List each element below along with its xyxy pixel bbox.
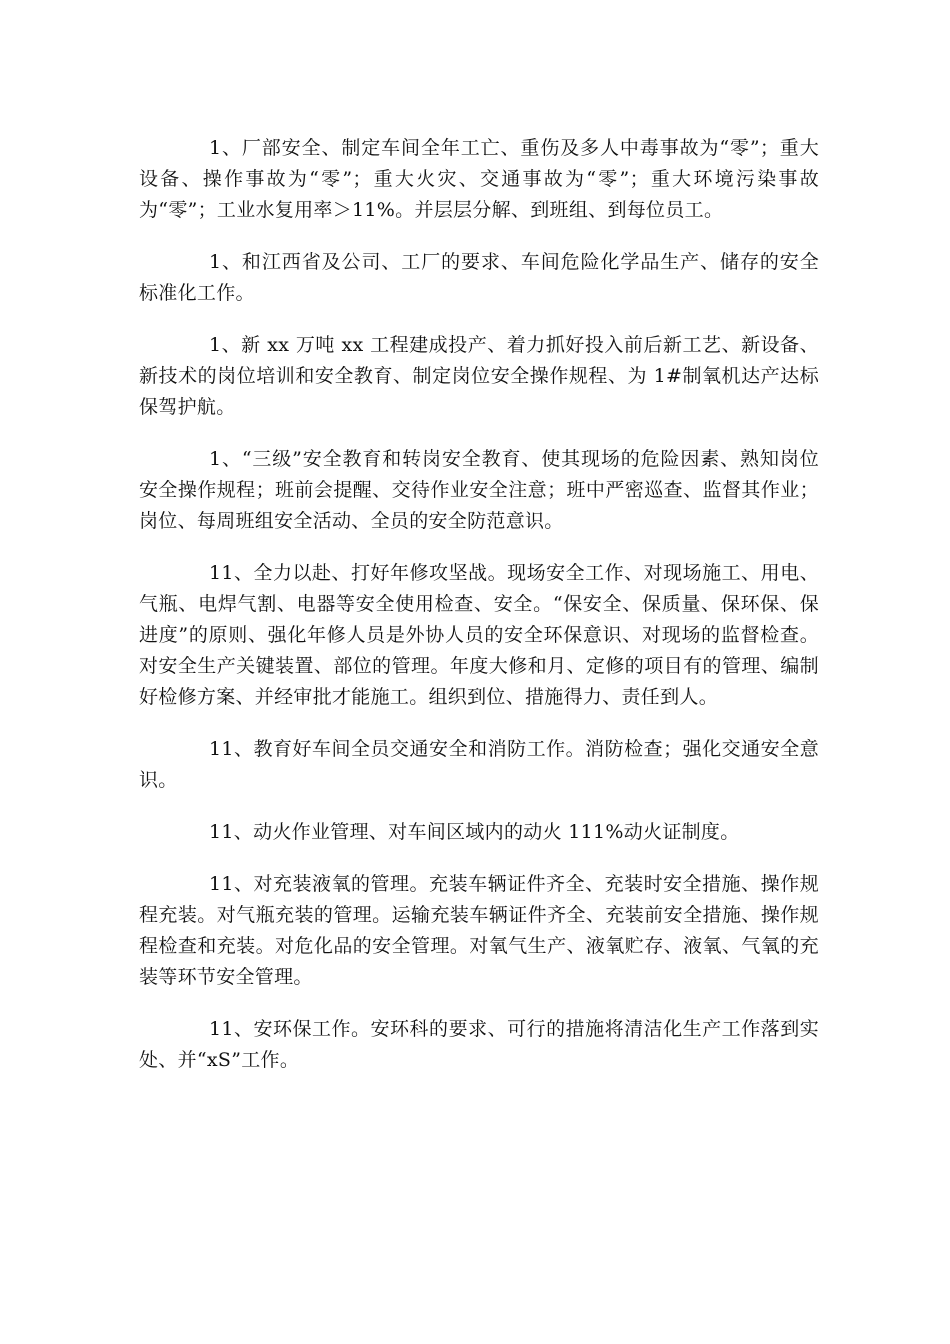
paragraph-5: 11、全力以赴、打好年修攻坚战。现场安全工作、对现场施工、用电、气瓶、电焊气割、电器等安全使用检查、安全。“保安全、保质量、保环保、保进度”的原则、强化年修人员是外协人员的安全环保意识、对现场的监督检查。对安全生产关键装置、部位的管理。年度大修和月、定修的项目有的管理、编制好检修方案、并经审批才能施工。组织到位、措施得力、责任到人。 <box>139 562 819 708</box>
paragraph-3: 1、新 xx 万吨 xx 工程建成投产、着力抓好投入前后新工艺、新设备、新技术的岗位培训和安全教育、制定岗位安全操作规程、为 1#制氧机达产达标保驾护航。 <box>139 334 819 418</box>
document-body <box>139 133 819 1097</box>
paragraph-6: 11、教育好车间全员交通安全和消防工作。消防检查；强化交通安全意识。 <box>139 738 819 791</box>
paragraph-2: 1、和江西省及公司、工厂的要求、车间危险化学品生产、储存的安全标准化工作。 <box>139 251 819 304</box>
paragraph-8: 11、对充装液氧的管理。充装车辆证件齐全、充装时安全措施、操作规程充装。对气瓶充装的管理。运输充装车辆证件齐全、充装前安全措施、操作规程检查和充装。对危化品的安全管理。对氧气生产、液氧贮存、液氧、气氧的充装等环节安全管理。 <box>139 873 819 988</box>
paragraph-1: 1、厂部安全、制定车间全年工亡、重伤及多人中毒事故为“零”；重大设备、操作事故为“零”；重大火灾、交通事故为“零”；重大环境污染事故为“零”；工业水复用率＞11%。并层层分解、到班组、到每位员工。 <box>139 137 819 221</box>
paragraph-4: 1、“三级”安全教育和转岗安全教育、使其现场的危险因素、熟知岗位安全操作规程；班前会提醒、交待作业安全注意；班中严密巡查、监督其作业；岗位、每周班组安全活动、全员的安全防范意识。 <box>139 448 819 532</box>
paragraph-7: 11、动火作业管理、对车间区域内的动火 111%动火证制度。 <box>209 821 740 843</box>
paragraph-9: 11、安环保工作。安环科的要求、可行的措施将清洁化生产工作落到实处、并“xS”工作。 <box>139 1018 819 1071</box>
